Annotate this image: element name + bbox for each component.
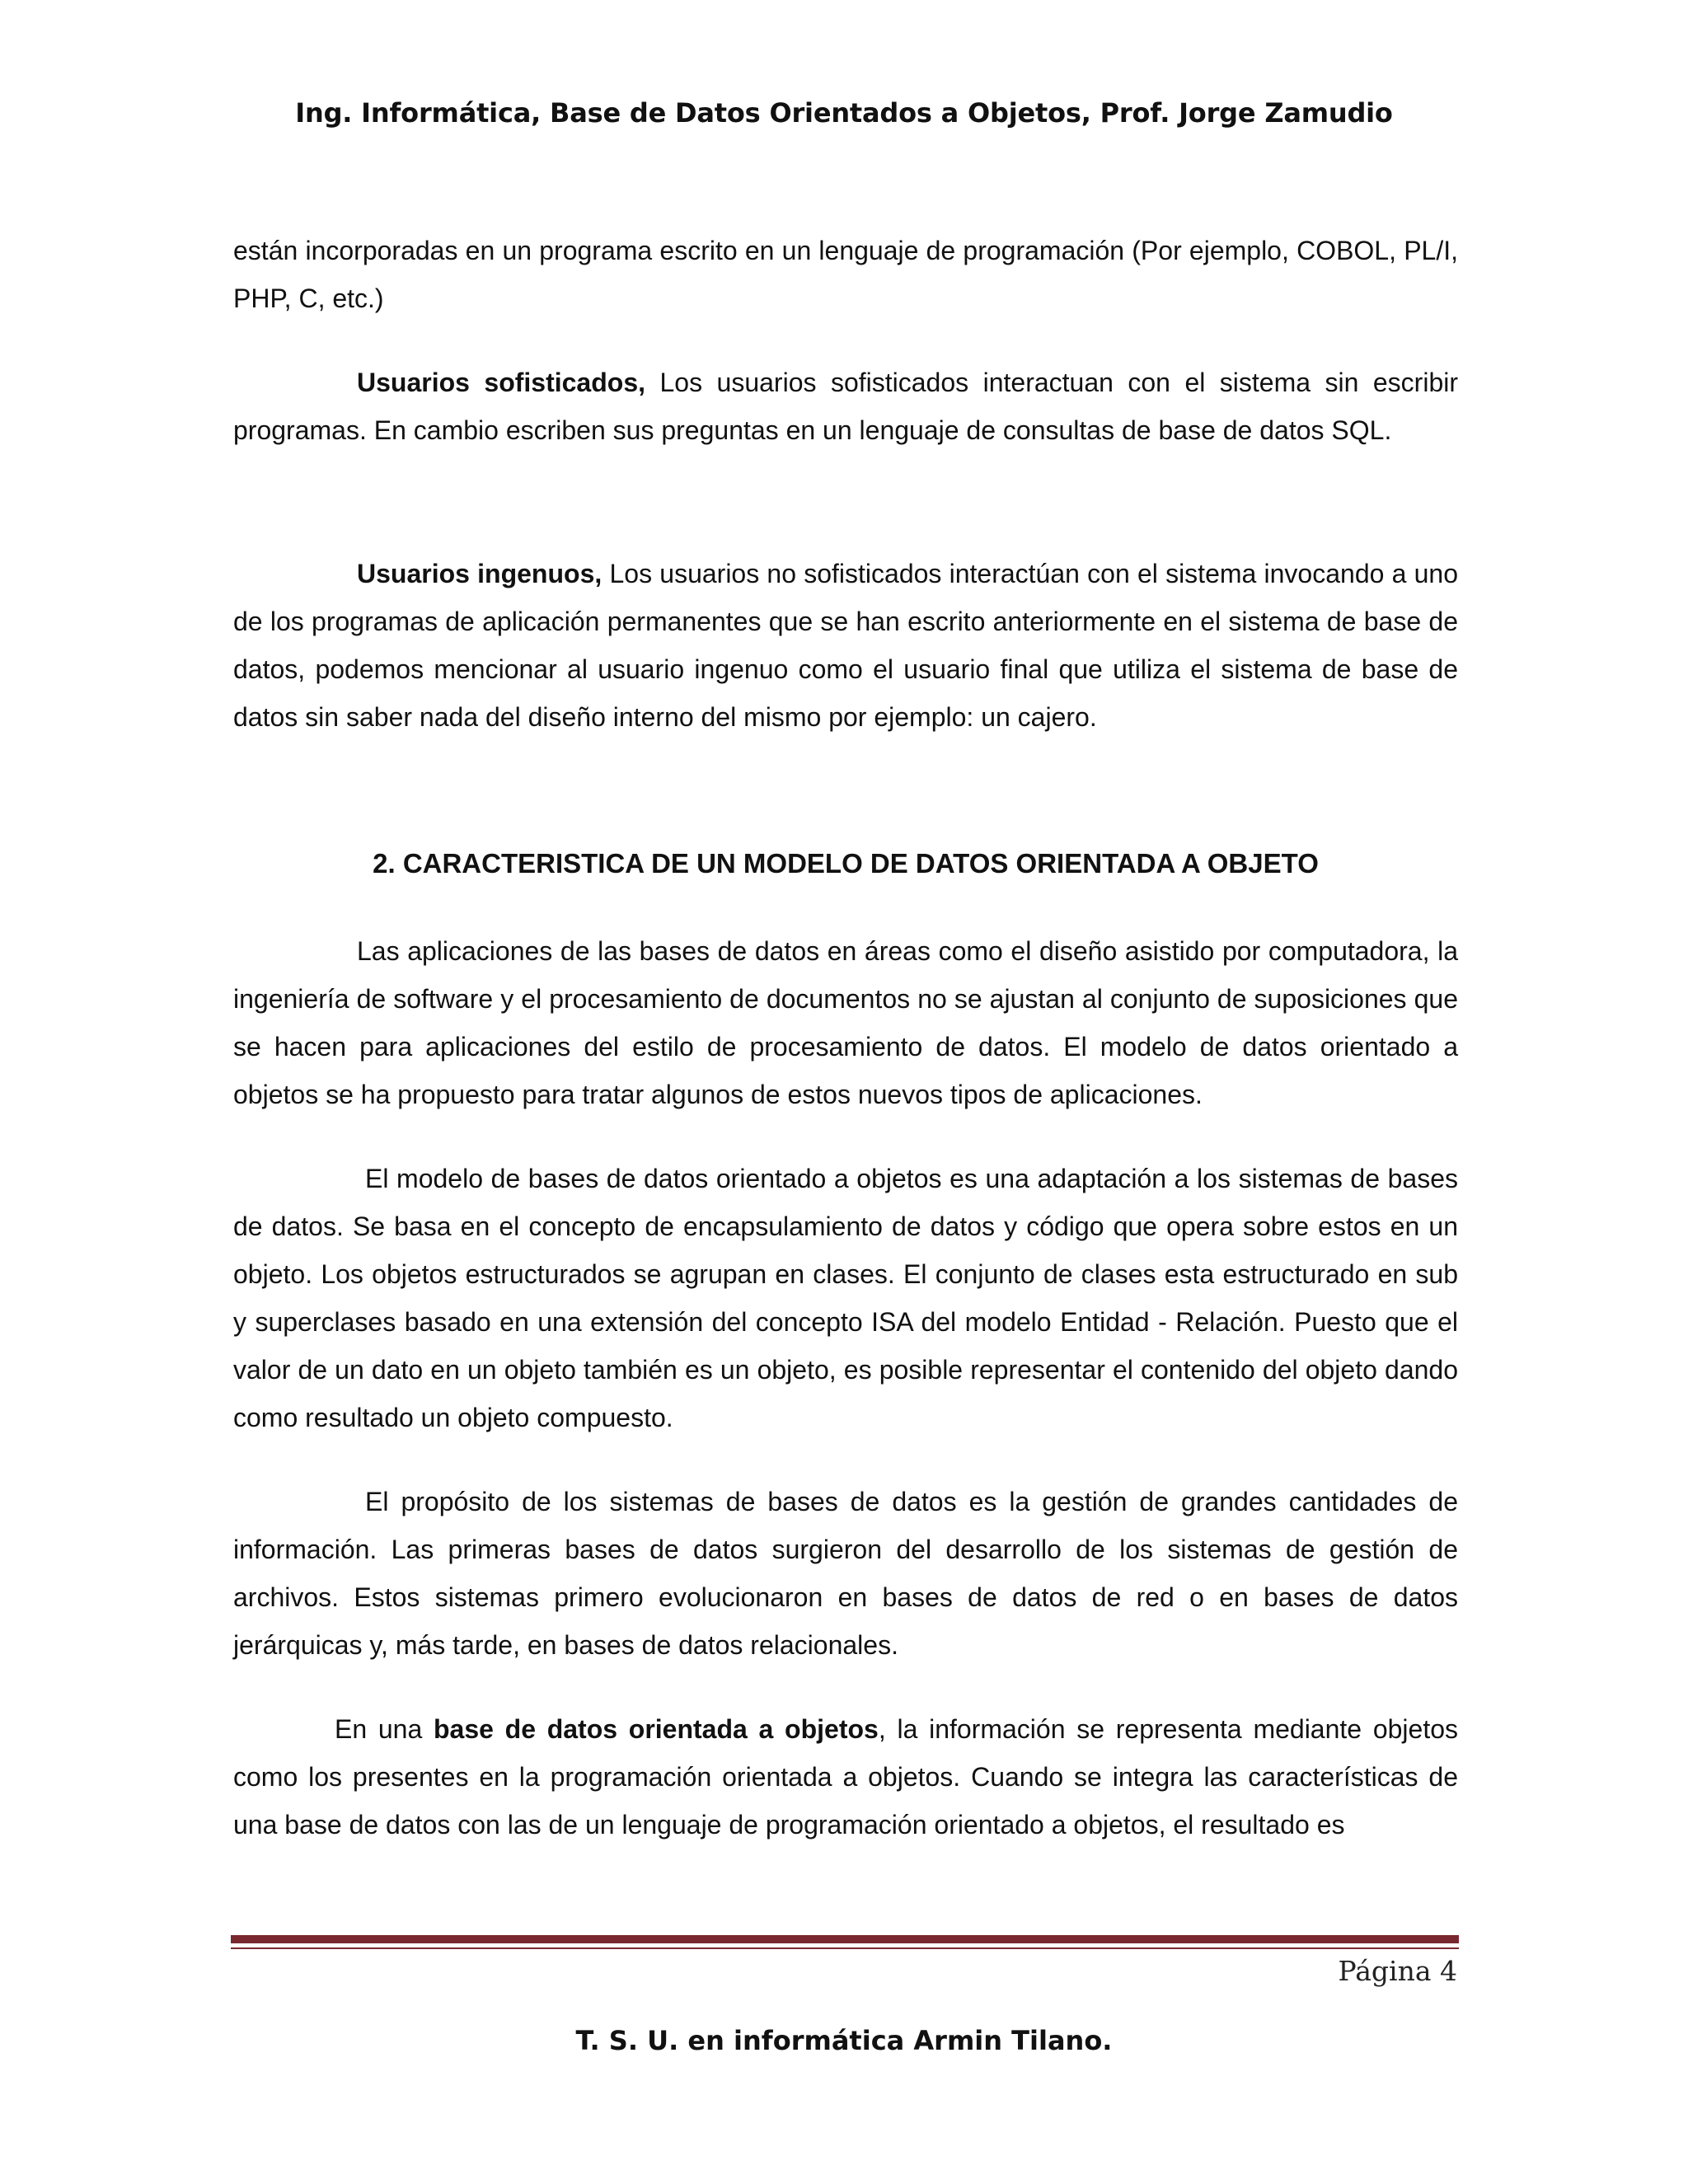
paragraph-base-orientada-objetos bbox=[233, 1705, 1458, 1849]
paragraph-text: , la información se representa mediante objetos como los presentes en la programación orientada a objetos. Cuando se integra las características de una base de datos con las de un lenguaje de programación orientado a objetos, el resultado es bbox=[233, 1714, 1459, 1840]
paragraph-proposito: El propósito de los sistemas de bases de datos es la gestión de grandes cantidades de información. Las primeras bases de datos surgieron del desarrollo de los sistemas de gestión de archivos. Estos sistemas primero evolucionaron en bases de datos de red o en bases de datos jerárquicas y, más tarde, en bases de datos relacionales. bbox=[233, 1487, 1458, 1660]
section-title: 2. CARACTERISTICA DE UN MODELO DE DATOS ORIENTADA A OBJETO bbox=[373, 848, 1319, 879]
paragraph-text: En una bbox=[335, 1714, 434, 1744]
page-number: Página 4 bbox=[1338, 1955, 1457, 1987]
paragraph-modelo: El modelo de bases de datos orientado a objetos es una adaptación a los sistemas de bases de datos. Se basa en el concepto de encapsulamiento de datos y código que opera sobre estos en un objeto. Los objetos estructurados se agrupan en clases. El conjunto de clases esta estructurado en sub y superclases basado en una extensión del concepto ISA del modelo Entidad - Relación. Puesto que el valor de un dato en un objeto también es un objeto, es posible representar el contenido del objeto dando como resultado un objeto compuesto. bbox=[233, 1164, 1458, 1432]
paragraph-aplicaciones: Las aplicaciones de las bases de datos en áreas como el diseño asistido por computadora, la ingeniería de software y el procesamiento de documentos no se ajustan al conjunto de suposiciones que se hacen para aplicaciones del estilo de procesamiento de datos. El modelo de datos orientado a objetos se ha propuesto para tratar algunos de estos nuevos tipos de aplicaciones. bbox=[233, 936, 1458, 1109]
page-header: Ing. Informática, Base de Datos Orientados a Objetos, Prof. Jorge Zamudio bbox=[295, 97, 1393, 129]
footer-rule bbox=[231, 1935, 1459, 1949]
paragraph-usuarios-ingenuos bbox=[233, 550, 1458, 741]
document-body bbox=[233, 227, 1458, 1849]
rule-thin bbox=[231, 1947, 1459, 1949]
paragraph-text: Los usuarios sofisticados interactuan con el sistema sin escribir programas. En cambio escriben sus preguntas en un lenguaje de consultas de base de datos SQL. bbox=[233, 368, 1459, 445]
term-base-orientada-objetos: base de datos orientada a objetos bbox=[433, 1714, 879, 1744]
paragraph-continued: están incorporadas en un programa escrito en un lenguaje de programación (Por ejemplo, COBOL, PL/I, PHP, C, etc.) bbox=[233, 236, 1458, 313]
paragraph-text: Los usuarios no sofisticados interactúan con el sistema invocando a uno de los programas de aplicación permanentes que se han escrito anteriormente en el sistema de base de datos, podemos mencionar al usuario ingenuo como el usuario final que utiliza el sistema de base de datos sin saber nada del diseño interno del mismo por ejemplo: un cajero. bbox=[233, 559, 1459, 732]
paragraph-usuarios-sofisticados bbox=[233, 359, 1458, 454]
rule-thick bbox=[231, 1935, 1459, 1943]
term-usuarios-sofisticados: Usuarios sofisticados, bbox=[357, 368, 646, 397]
page-footer: T. S. U. en informática Armin Tilano. bbox=[575, 2025, 1113, 2056]
term-usuarios-ingenuos: Usuarios ingenuos, bbox=[357, 559, 603, 588]
